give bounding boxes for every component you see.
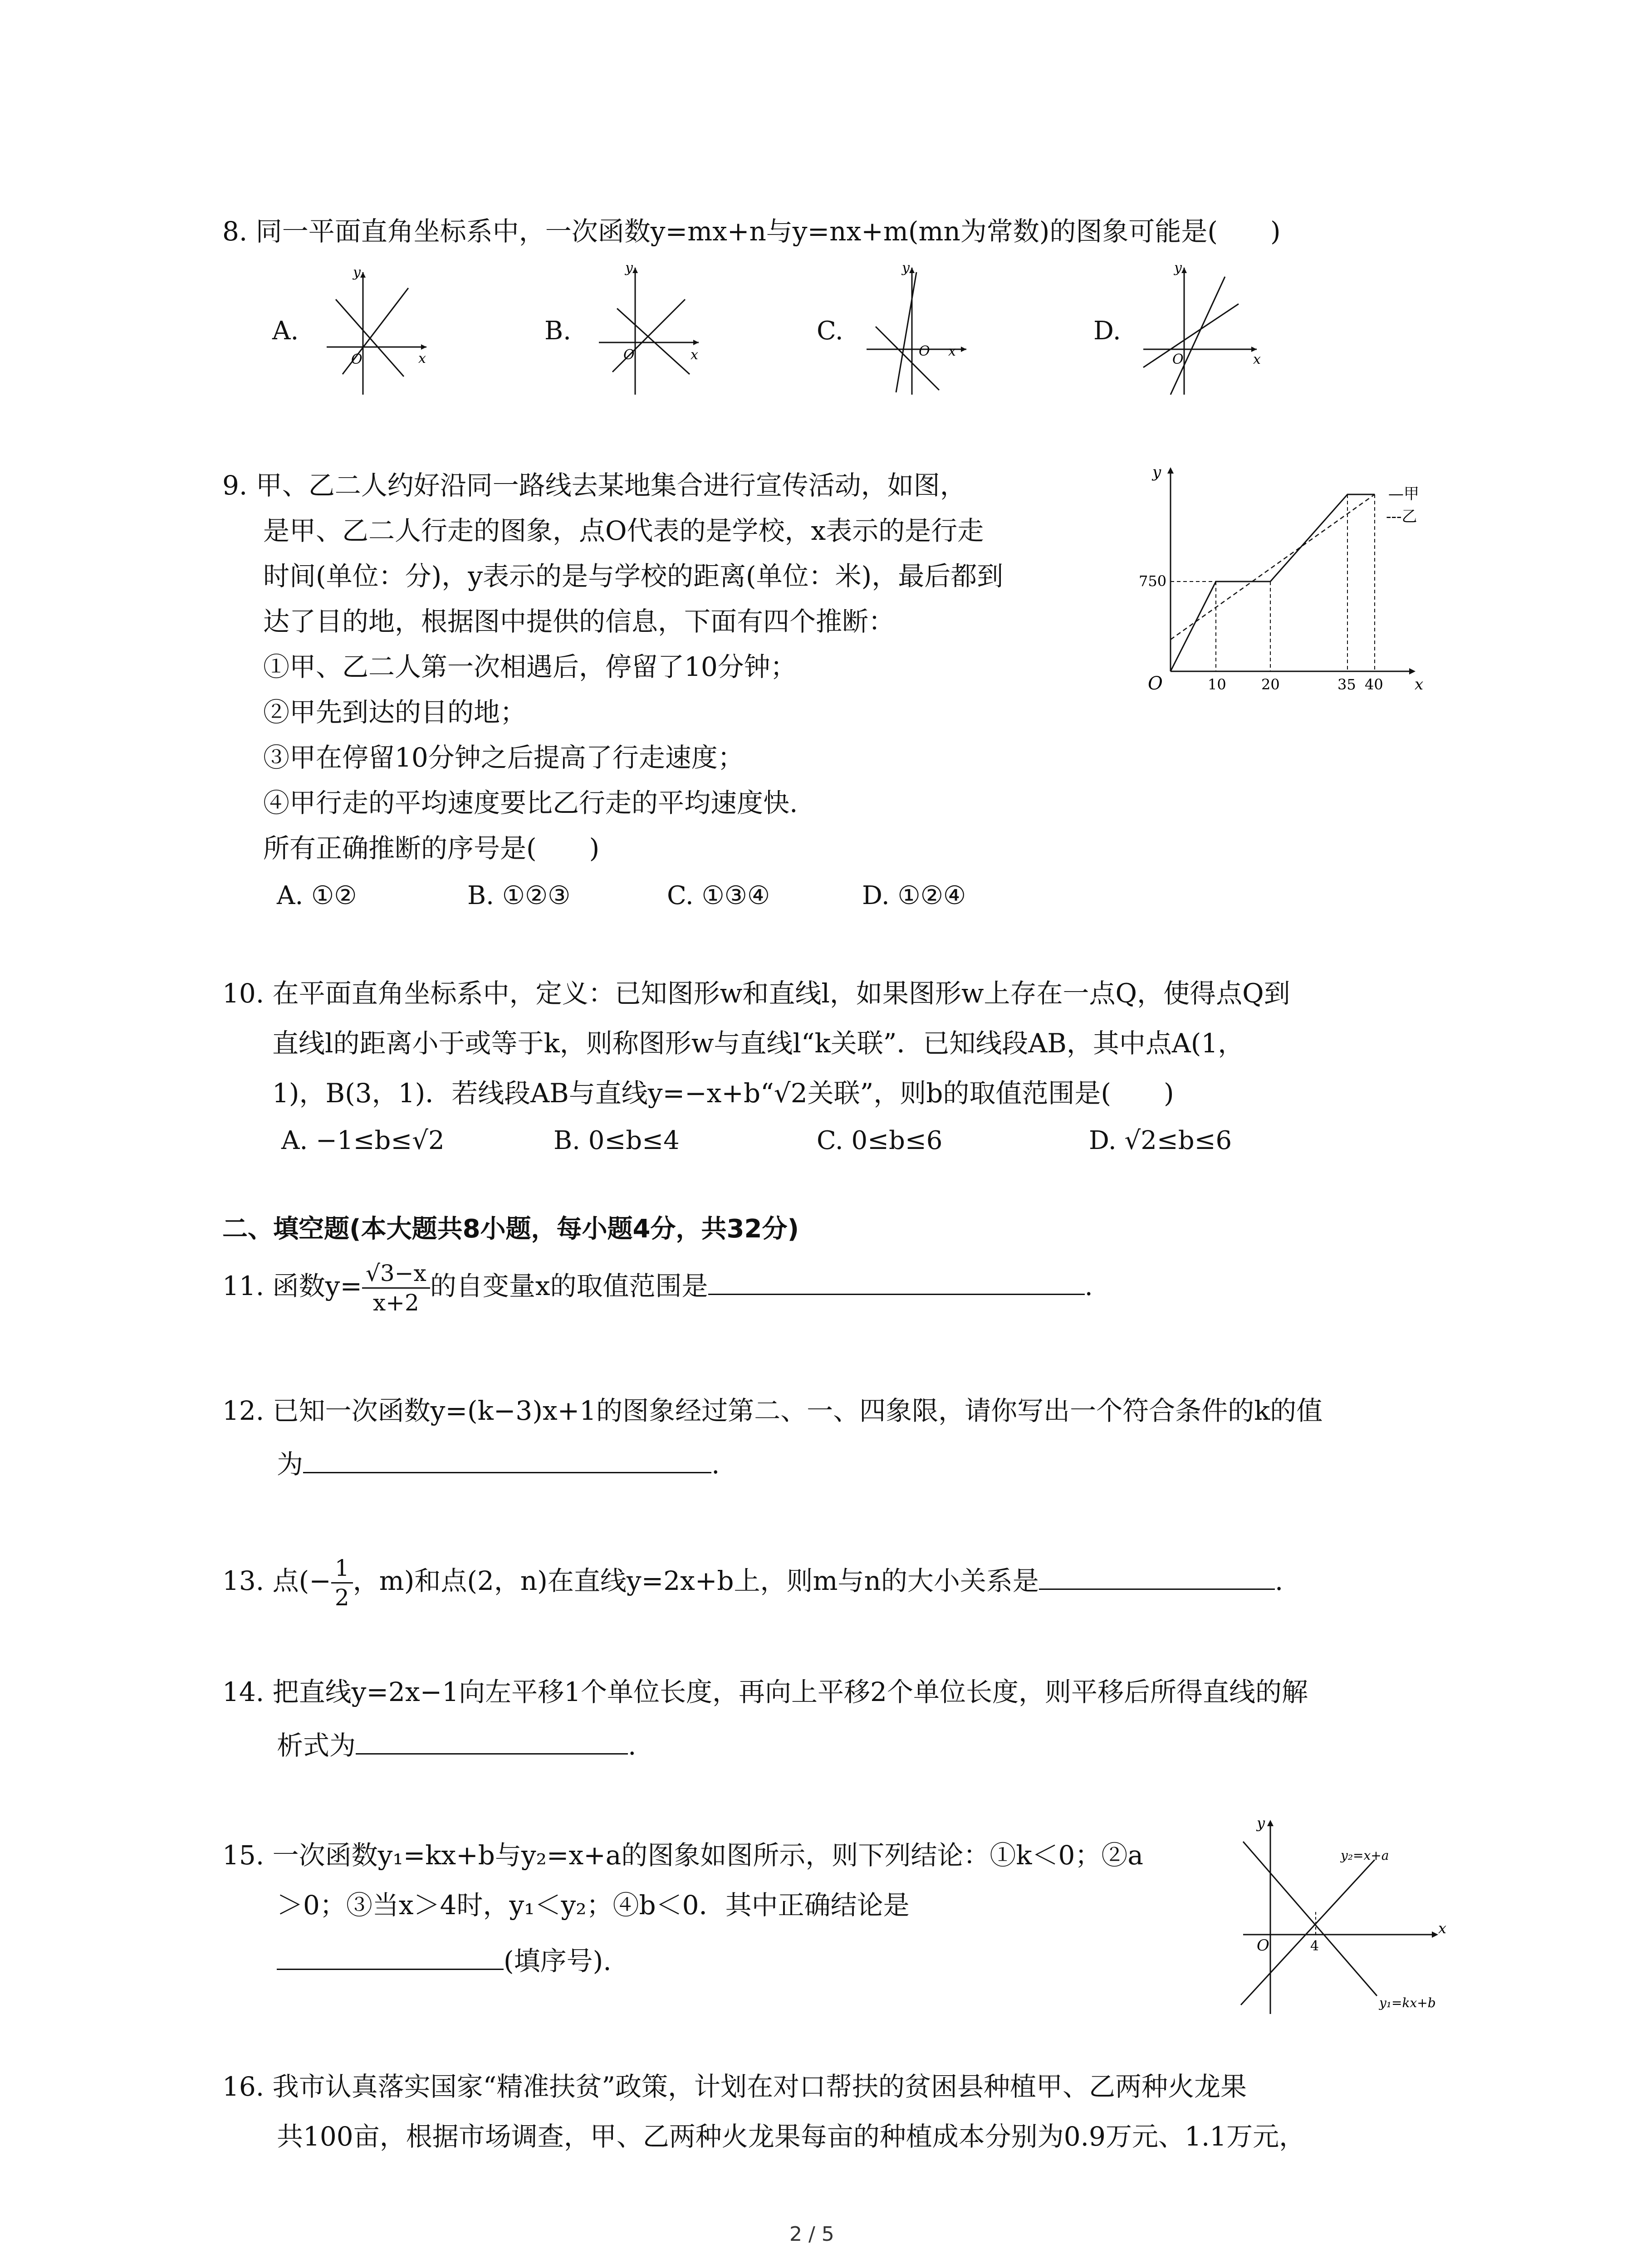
q8-option-c-label: C. [817,316,843,346]
q11-end: . [1084,1271,1093,1301]
q9-line-6: ②甲先到达的目的地； [263,697,527,728]
q13-prefix: 13. 点(− [222,1565,331,1596]
q9-x-label: x [1415,675,1424,694]
q15-line3-text: (填序号). [504,1945,612,1976]
q11 [222,1256,1093,1317]
q10-line-1: 10. 在平面直角坐标系中，定义：已知图形w和直线l，如果图形w上存在一点Q，使得点Q到 [222,978,1290,1009]
q10-line-3: 1)，B(3，1)．若线段AB与直线y=−x+b“√2关联”，则b的取值范围是( ) [272,1078,1174,1109]
q9-option-d: D. ①②④ [862,881,966,910]
q9-x-tick-35: 35 [1337,676,1356,693]
q8-b-y-label: y [625,260,633,276]
q12-end: . [711,1449,720,1480]
q15-x-tick-4: 4 [1310,1938,1319,1954]
q15-y2-label: y₂=x+a [1341,1848,1389,1863]
q9-distance-time-graph [1139,458,1456,694]
q15-line-2: ＞0；③当x＞4时，y₁＜y₂；④b＜0．其中正确结论是 [277,1890,910,1921]
q8-graph-c [857,259,975,399]
q12-answer-blank[interactable] [303,1445,711,1473]
q8-c-origin: O [919,343,930,359]
q9-legend-yi: ---乙 [1386,508,1417,526]
q13-fraction [331,1554,353,1612]
q11-suffix: 的自变量x的取值范围是 [430,1271,708,1301]
q8-b-origin: O [623,347,635,363]
q13-denominator: 2 [334,1584,349,1611]
q8-b-x-label: x [691,347,698,363]
q14-end: . [628,1730,637,1761]
q9-line-2: 是甲、乙二人行走的图象，点O代表的是学校，x表示的是行走 [263,515,984,546]
q11-answer-blank[interactable] [708,1266,1085,1295]
q9-legend-jia: —甲 [1388,485,1419,503]
q10-option-a: A. −1≤b≤√2 [281,1126,445,1155]
q8-c-y-label: y [902,260,910,276]
q9-line-8: ④甲行走的平均速度要比乙行走的平均速度快. [263,787,798,818]
q15-graph [1225,1814,1479,2019]
q8-a-origin: O [351,352,362,367]
q15-line-3 [277,1941,612,1979]
q15-line-1: 15. 一次函数y₁=kx+b与y₂=x+a的图象如图所示，则下列结论：①k＜0；②a [222,1840,1144,1871]
q11-prefix: 11. 函数y= [222,1271,362,1301]
q8-d-origin: O [1172,352,1184,367]
q11-fraction [362,1259,430,1317]
q10-option-b: B. 0≤b≤4 [554,1126,680,1155]
q9-line-3: 时间(单位：分)，y表示的是与学校的距离(单位：米)，最后都到 [263,561,1004,591]
q10-option-c: C. 0≤b≤6 [817,1126,943,1155]
q14-line2-text: 析式为 [277,1730,356,1761]
q10-option-d: D. √2≤b≤6 [1089,1126,1232,1155]
q9-line-4: 达了目的地，根据图中提供的信息，下面有四个推断： [263,606,895,637]
q14-line-2 [277,1726,636,1764]
q9-line-jia [1171,494,1375,671]
q8-option-b-label: B. [544,316,571,346]
q15-line-y2 [1241,1860,1375,2005]
q8-option-d-label: D. [1093,316,1121,346]
q15-y-label: y [1257,1814,1265,1832]
q13-answer-blank[interactable] [1039,1561,1275,1590]
q15-origin: O [1257,1936,1269,1955]
q8-graph-d [1134,259,1270,399]
q8-c-x-label: x [948,343,956,359]
q11-denominator: x+2 [372,1290,419,1316]
q14-line-1: 14. 把直线y=2x−1向左平移1个单位长度，再向上平移2个单位长度，则平移后所得直线的解 [222,1677,1308,1707]
q15-x-label: x [1438,1920,1447,1937]
q11-numerator: √3−x [362,1259,430,1289]
q14-answer-blank[interactable] [356,1726,628,1755]
q8-d-y-label: y [1174,260,1182,276]
q9-line-5: ①甲、乙二人第一次相遇后，停留了10分钟； [263,651,797,682]
q15-y1-label: y₁=kx+b [1379,1995,1436,2010]
q9-option-c: C. ①③④ [667,881,770,910]
q9-line-7: ③甲在停留10分钟之后提高了行走速度； [263,742,744,773]
q8-option-a-label: A. [272,316,299,346]
q8-graph-b [590,259,708,399]
q16-line-1: 16. 我市认真落实国家“精准扶贫”政策，计划在对口帮扶的贫困县种植甲、乙两种火龙果 [222,2071,1247,2102]
q8-d-x-label: x [1253,352,1261,367]
q9-y-tick-750: 750 [1139,572,1167,590]
q15-answer-blank[interactable] [277,1941,504,1970]
page-number: 2 / 5 [789,2223,834,2246]
q15-line-y1 [1243,1842,1377,1996]
q12-line2-text: 为 [277,1449,304,1480]
q9-x-tick-40: 40 [1365,676,1383,693]
q12-line-1: 12. 已知一次函数y=(k−3)x+1的图象经过第二、一、四象限，请你写出一个符合条件的k的值 [222,1395,1323,1426]
q13 [222,1551,1283,1612]
q10-line-2: 直线l的距离小于或等于k，则称图形w与直线l“k关联”．已知线段AB，其中点A(1， [272,1028,1244,1059]
q8-a-x-label: x [418,351,426,367]
q9-line-yi [1171,494,1375,640]
q16-line-2: 共100亩，根据市场调查，甲、乙两种火龙果每亩的种植成本分别为0.9万元、1.1万元， [277,2121,1306,2152]
q9-line-9: 所有正确推断的序号是( ) [263,833,600,864]
q13-suffix: ，m)和点(2，n)在直线y=2x+b上，则m与n的大小关系是 [353,1565,1039,1596]
q13-end: . [1274,1565,1283,1596]
q9-line-1: 9. 甲、乙二人约好沿同一路线去某地集合进行宣传活动，如图， [222,470,966,501]
section-2-heading: 二、填空题(本大题共8小题，每小题4分，共32分) [222,1214,799,1244]
q9-y-label: y [1152,463,1161,481]
q8-graph-a [318,263,436,399]
q9-origin: O [1148,673,1163,694]
q9-x-tick-20: 20 [1261,676,1280,693]
q13-numerator: 1 [331,1554,353,1584]
q12-line-2 [277,1445,720,1482]
q9-x-tick-10: 10 [1208,676,1226,693]
q8-stem: 8. 同一平面直角坐标系中，一次函数y=mx+n与y=nx+m(mn为常数)的图象可能是( ) [222,216,1281,247]
q9-option-a: A. ①② [277,881,357,910]
q8-a-y-label: y [353,264,361,280]
q9-option-b: B. ①②③ [467,881,571,910]
